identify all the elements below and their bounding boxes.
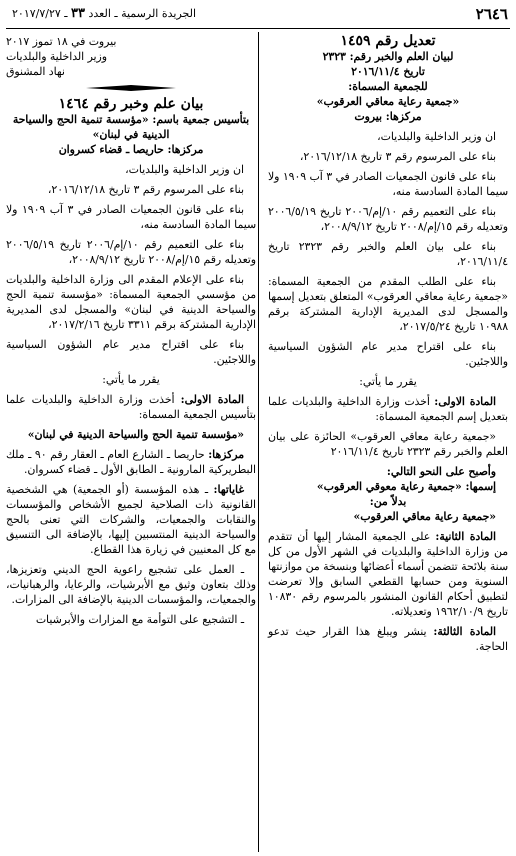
paragraph: بناء على التعميم رقم ١٠/إم/٢٠٠٦ تاريخ ٢٠٠٦/٥/١٩ وتعديله رقم ١٥/إم/٢٠٠٨ تاريخ ٢٠٠٨/٩/١٢، — [6, 238, 256, 266]
article-text: أخذت وزارة الداخلية والبلديات علما بتعديل إسم الجمعية المسماة: — [268, 395, 508, 423]
goals — [6, 482, 256, 557]
amendment-subtitle: تاريخ ٢٠١٦/١١/٤ — [351, 65, 425, 78]
amendment-title: تعديل رقم ١٤٥٩ — [340, 33, 436, 49]
left-column — [6, 34, 256, 854]
decree-line: يقرر ما يأتي: — [359, 375, 417, 388]
paragraph: ان وزير الداخلية والبلديات، — [125, 163, 244, 176]
goal-item: ـ التشجيع على التوأمة مع المزارات والأبرشيات — [35, 613, 244, 626]
paragraph: بناء على التعميم رقم ١٠/إم/٢٠٠٦ تاريخ ٢٠٠٦/٥/١٩ وتعديله رقم ١٥/إم/٢٠٠٨ تاريخ ٢٠٠٨/٩/١٢، — [268, 205, 508, 233]
article-label: المادة الثانية: — [435, 530, 496, 543]
paragraph: بناء على اقتراح مدير عام الشؤون السياسية واللاجئين. — [268, 340, 508, 368]
article-label: المادة الاولى: — [434, 395, 496, 408]
article-1-quote: «جمعية رعاية معاقي العرقوب» الحائزة على بيان العلم والخبر رقم ٢٣٢٣ تاريخ ٢٠١٦/١١/٤ — [268, 430, 508, 458]
notice-title: بيان علم وخبر رقم ١٤٦٤ — [58, 96, 204, 112]
old-name: «جمعية رعاية معاقي العرقوب» — [353, 510, 496, 523]
column-divider — [258, 32, 259, 852]
hq-label: مركزها: — [208, 448, 244, 461]
association-name: «مؤسسة تنمية الحج والسياحة الدينية في لبنان» — [27, 428, 244, 441]
right-column — [268, 34, 508, 854]
paragraph: بناء على المرسوم رقم ٣ تاريخ ٢٠١٦/١٢/١٨، — [47, 183, 244, 196]
article-2 — [268, 529, 508, 619]
paragraph: بناء على الطلب المقدم من الجمعية المسماة: «جمعية رعاية معاقي العرقوب» المتعلق بتعديل إسمها والمسجل لدى المديرية الإدارية المشتركة برقم ١٠٩٨٨ تاريخ ٢٠١٧/٥/٢٤، — [268, 275, 508, 333]
name-value: «جمعية رعاية معوقي العرقوب» — [316, 480, 466, 493]
goals-text: ـ هذه المؤسسة (أو الجمعية) هي الشخصية القانونية ذات الصلاحية لجميع الأشخاص والمؤسسات والنقابات والجمعيات، والشركات التي تعنى بالحج والسياحة الدينية المنتسبين إليها، بالإضافة الى التنسيق مع كل المعنيين في زيارة هذا القطاع. — [6, 483, 256, 556]
article-3 — [268, 624, 508, 654]
journal-name: الجريدة الرسمية ـ العدد — [88, 7, 197, 20]
amendment-subtitle: مركزها: بيروت — [354, 110, 422, 123]
paragraph: بناء على اقتراح مدير عام الشؤون السياسية واللاجئين. — [6, 338, 256, 366]
paragraph: بناء على الإعلام المقدم الى وزارة الداخلية والبلديات من مؤسسي الجمعية المسماة: «مؤسسة تنمية الحج والسياحة الدينية في لبنان» والمسجل لدى المديرية الإدارية المشتركة برقم ٣٣١١ تاريخ ٢٠١٧/٢/١٦، — [6, 273, 256, 331]
signature-name: نهاد المشنوق — [6, 65, 65, 78]
became-line: وأصبح على النحو التالي: — [386, 465, 496, 478]
signature-title: وزير الداخلية والبلديات — [6, 50, 107, 63]
goals-label: غاياتها: — [213, 483, 244, 496]
paragraph: بناء على قانون الجمعيات الصادر في ٣ آب ١٩٠٩ ولا سيما المادة السادسة منه، — [6, 203, 256, 231]
paragraph: بناء على بيان العلم والخبر رقم ٢٣٢٣ تاريخ ٢٠١٦/١١/٤، — [268, 240, 508, 268]
article-text: أخذت وزارة الداخلية والبلديات علما بتأسيس الجمعية المسماة: — [6, 393, 256, 421]
new-name — [268, 479, 508, 494]
paragraph: بناء على المرسوم رقم ٣ تاريخ ٢٠١٦/١٢/١٨، — [299, 150, 496, 163]
headquarters — [6, 447, 256, 477]
signature-place-date: بيروت في ١٨ تموز ٢٠١٧ — [6, 35, 117, 48]
hq-text: حاريصا ـ الشارع العام ـ العقار رقم ٩٠ ـ ملك البطريركية المارونية ـ الطابق الأول ـ قضاء كسروان. — [6, 448, 256, 476]
amendment-subtitle: «جمعية رعاية معاقي العرقوب» — [316, 95, 460, 108]
article-label: المادة الثالثة: — [433, 625, 496, 638]
issue-date: ـ ٢٠١٧/٧/٢٧ — [12, 7, 68, 20]
article-1 — [268, 394, 508, 424]
issue-number: ٣٣ — [71, 6, 85, 21]
goal-item: ـ العمل على تشجيع راعوية الحج الديني وتعزيزها، وذلك بتعاون وثيق مع الأبرشيات، والرعايا، والرهبانيات، والجمعيات، والمؤسسات الدينية بالإضافة الى المزارات. — [6, 563, 256, 606]
amendment-subtitle: لبيان العلم والخبر رقم: ٢٣٢٣ — [322, 50, 454, 63]
page-number: ٢٦٤٦ — [475, 5, 508, 23]
paragraph: ان وزير الداخلية والبلديات، — [377, 130, 496, 143]
decree-line: يقرر ما يأتي: — [102, 373, 160, 386]
paragraph: بناء على قانون الجمعيات الصادر في ٣ آب ١٩٠٩ ولا سيما المادة السادسة منه، — [268, 170, 508, 198]
name-label: إسمها: — [465, 480, 496, 493]
journal-issue-line — [12, 6, 196, 21]
amendment-subtitle: للجمعية المسماة: — [348, 80, 428, 93]
instead-of: بدلاً من: — [369, 495, 407, 508]
notice-subtitle: مركزها: حاريصا ـ قضاء كسروان — [58, 143, 204, 156]
page-header — [6, 2, 510, 29]
section-divider — [86, 85, 176, 91]
article-text: على الجمعية المشار إليها أن تتقدم من وزارة الداخلية والبلديات في الشهر الأول من كل سنة بلائحة تتضمن أسماء أعضائها وبنسخة من موازنتها السنوية ومن حسابها القطعي السابق وإلا تعرضت لتطبيق أحكام القانون المنشور بالمرسوم رقم ١٠٨٣٠ تاريخ ١٩٦٢/١٠/٩ وتعديلاته. — [268, 530, 508, 618]
article-text: ينشر ويبلغ هذا القرار حيث تدعو الحاجة. — [268, 625, 508, 653]
article-1 — [6, 392, 256, 422]
article-label: المادة الاولى: — [180, 393, 244, 406]
notice-subtitle: بتأسيس جمعية باسم: «مؤسسة تنمية الحج والسياحة الدينية في لبنان» — [12, 113, 250, 141]
